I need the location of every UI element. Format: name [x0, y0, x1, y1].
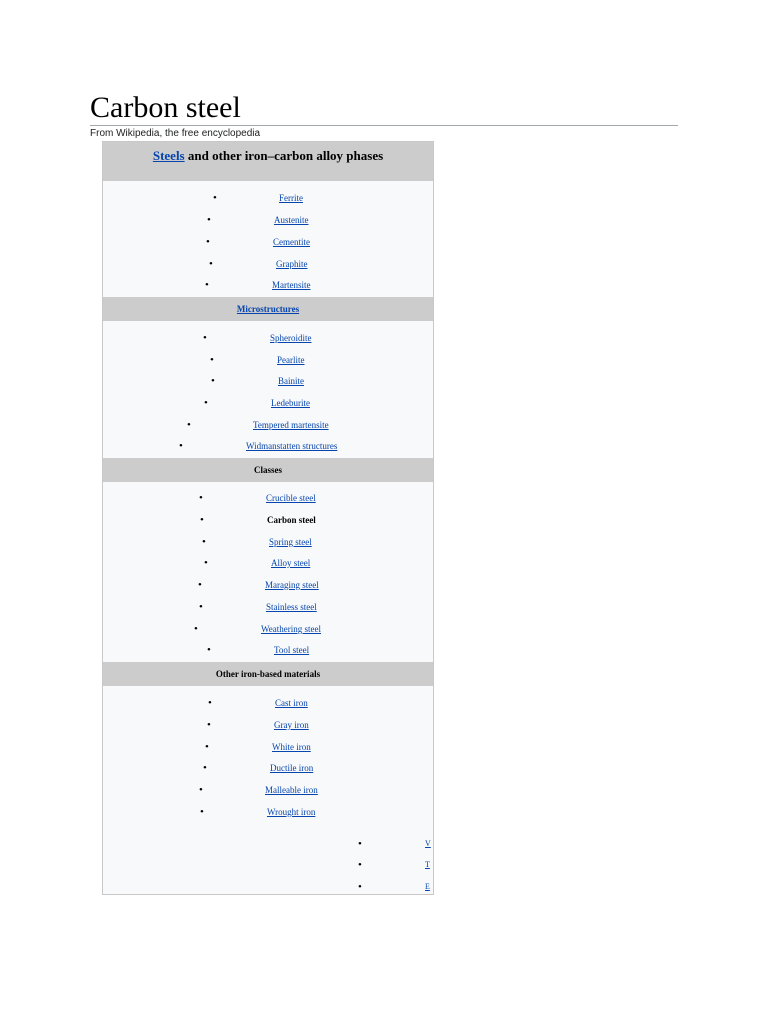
list-item [103, 714, 433, 736]
tagline: From Wikipedia, the free encyclopedia [90, 128, 261, 139]
bullet: • [213, 192, 217, 204]
microstructure-link-bainite[interactable]: Bainite [278, 376, 304, 386]
list-item [103, 552, 433, 574]
bullet: • [203, 332, 207, 344]
bullet: • [210, 354, 214, 366]
list-item [103, 414, 433, 436]
classes-label: Classes [253, 465, 282, 475]
page-title: Carbon steel [90, 91, 241, 124]
bullet: • [358, 838, 362, 850]
material-link-white-iron[interactable]: White iron [272, 742, 311, 752]
phase-link-martensite[interactable]: Martensite [272, 280, 311, 290]
class-link-crucible-steel[interactable]: Crucible steel [266, 493, 316, 503]
bullet: • [205, 741, 209, 753]
microstructure-link-tempered-martensite[interactable]: Tempered martensite [253, 420, 329, 430]
class-link-stainless-steel[interactable]: Stainless steel [266, 602, 317, 612]
bullet: • [199, 492, 203, 504]
bullet: • [208, 697, 212, 709]
list-item [103, 435, 433, 457]
list-item [103, 327, 433, 349]
classes-group-header [103, 458, 433, 482]
bullet: • [211, 375, 215, 387]
microstructure-link-pearlite[interactable]: Pearlite [277, 355, 305, 365]
list-item [103, 253, 433, 275]
material-link-gray-iron[interactable]: Gray iron [274, 720, 309, 730]
steels-link[interactable]: Steels [152, 148, 185, 163]
phase-link-cementite[interactable]: Cementite [273, 237, 310, 247]
microstructure-link-spheroidite[interactable]: Spheroidite [270, 333, 312, 343]
microstructures-group-header [103, 297, 433, 321]
bullet: • [209, 258, 213, 270]
list-item [103, 209, 433, 231]
bullet: • [358, 859, 362, 871]
list-item [103, 596, 433, 618]
list-item [103, 833, 433, 855]
list-item [103, 639, 433, 661]
navbox-header-text: and other iron–carbon alloy phases [184, 148, 384, 163]
bullet: • [207, 719, 211, 731]
class-link-weathering-steel[interactable]: Weathering steel [261, 624, 321, 634]
phase-link-austenite[interactable]: Austenite [274, 215, 309, 225]
list-item [103, 187, 433, 209]
microstructures-link[interactable]: Microstructures [236, 304, 300, 314]
list-item [103, 531, 433, 553]
bullet: • [207, 644, 211, 656]
class-link-alloy-steel[interactable]: Alloy steel [271, 558, 311, 568]
bullet: • [187, 419, 191, 431]
other-materials-label: Other iron-based materials [215, 669, 321, 679]
bullet: • [199, 784, 203, 796]
list-item [103, 618, 433, 640]
navbox-header [103, 142, 433, 181]
bullet: • [204, 397, 208, 409]
list-item [103, 370, 433, 392]
list-item [103, 392, 433, 414]
list-item [103, 876, 433, 898]
other-materials-group-header [103, 662, 433, 686]
material-link-wrought-iron[interactable]: Wrought iron [267, 807, 316, 817]
bullet: • [205, 279, 209, 291]
phase-link-graphite[interactable]: Graphite [276, 259, 308, 269]
list-item [103, 801, 433, 823]
bullet: • [202, 536, 206, 548]
edit-template-link[interactable]: E [425, 882, 430, 891]
microstructure-link-ledeburite[interactable]: Ledeburite [271, 398, 310, 408]
bullet: • [200, 806, 204, 818]
list-item [103, 231, 433, 253]
list-item [103, 574, 433, 596]
class-current-carbon-steel: Carbon steel [267, 515, 316, 525]
talk-template-link[interactable]: T [425, 860, 430, 869]
class-link-spring-steel[interactable]: Spring steel [269, 537, 312, 547]
bullet: • [194, 623, 198, 635]
material-link-ductile-iron[interactable]: Ductile iron [270, 763, 314, 773]
phase-link-ferrite[interactable]: Ferrite [279, 193, 303, 203]
view-template-link[interactable]: V [425, 839, 431, 848]
list-item [103, 692, 433, 714]
bullet: • [204, 557, 208, 569]
bullet: • [206, 236, 210, 248]
bullet: • [200, 514, 204, 526]
list-item [103, 487, 433, 509]
list-item [103, 757, 433, 779]
list-item [103, 349, 433, 371]
steels-navbox [102, 141, 434, 895]
list-item [103, 509, 433, 531]
bullet: • [207, 214, 211, 226]
bullet: • [203, 762, 207, 774]
title-divider [90, 125, 678, 126]
class-link-tool-steel[interactable]: Tool steel [274, 645, 310, 655]
list-item [103, 779, 433, 801]
bullet: • [198, 579, 202, 591]
bullet: • [179, 440, 183, 452]
material-link-malleable-iron[interactable]: Malleable iron [265, 785, 318, 795]
bullet: • [199, 601, 203, 613]
list-item [103, 736, 433, 758]
list-item [103, 854, 433, 876]
microstructure-link-widmanstatten[interactable]: Widmanstatten structures [246, 441, 338, 451]
material-link-cast-iron[interactable]: Cast iron [275, 698, 308, 708]
bullet: • [358, 881, 362, 893]
class-link-maraging-steel[interactable]: Maraging steel [265, 580, 319, 590]
list-item [103, 274, 433, 296]
